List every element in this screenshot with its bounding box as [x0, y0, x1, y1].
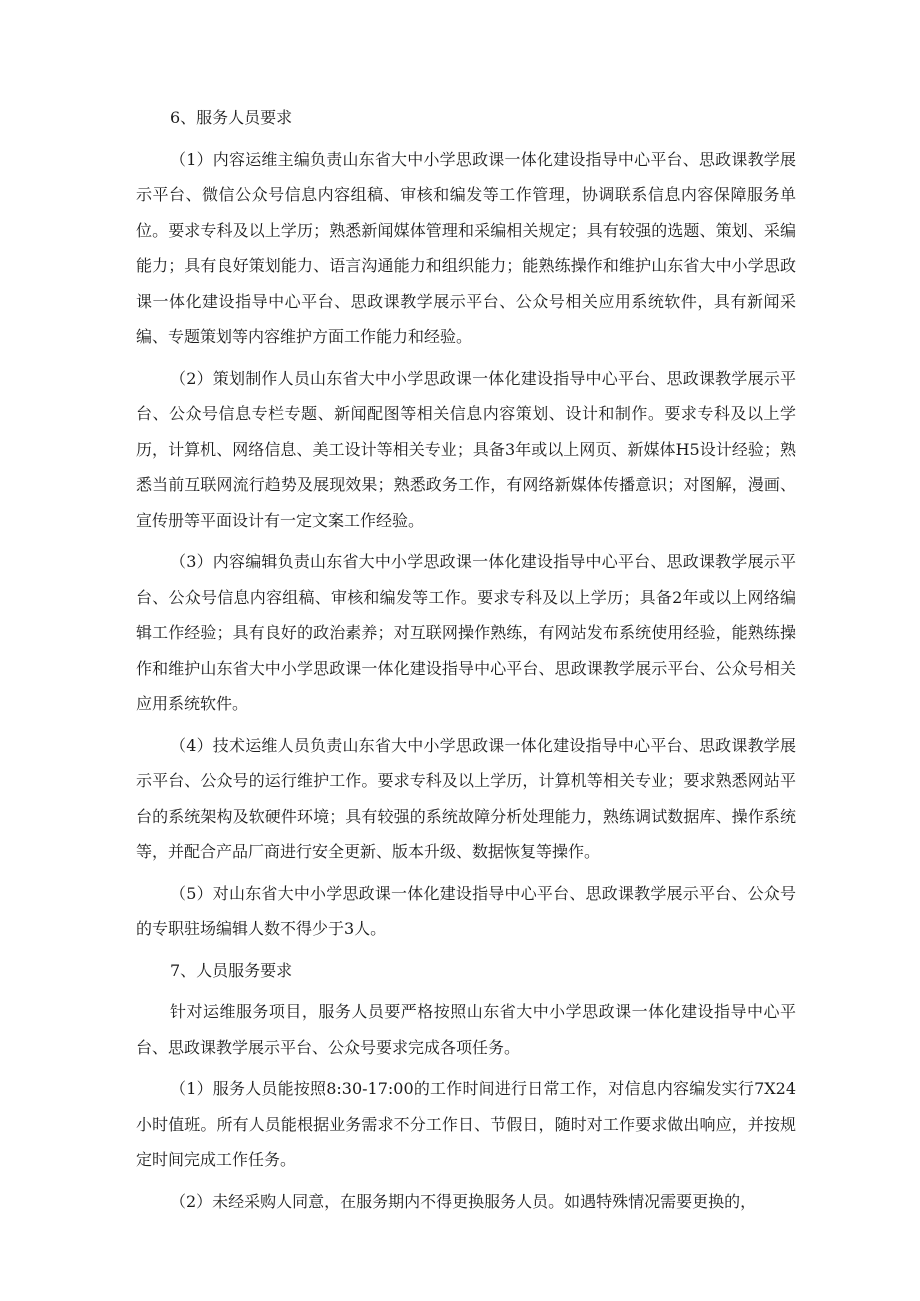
paragraph-item-1: （1）内容运维主编负责山东省大中小学思政课一体化建设指导中心平台、思政课教学展示平台、微信公众号信息内容组稿、审核和编发等工作管理，协调联系信息内容保障服务单位。要求专科及以上学历；熟悉新闻媒体管理和采编相关规定；具有较强的选题、策划、采编能力；具有良好策划能力、语言沟通能力和组织能力；能熟练操作和维护山东省大中小学思政课一体化建设指导中心平台、思政课教学展示平台、公众号相关应用系统软件，具有新闻采编、专题策划等内容维护方面工作能力和经验。: [136, 149, 796, 346]
paragraph-item-4: （4）技术运维人员负责山东省大中小学思政课一体化建设指导中心平台、思政课教学展示平台、公众号的运行维护工作。要求专科及以上学历，计算机等相关专业；要求熟悉网站平台的系统架构及软硬件环境；具有较强的系统故障分析处理能力，熟练调试数据库、操作系统等，并配合产品厂商进行安全更新、版本升级、数据恢复等操作。: [136, 735, 796, 861]
paragraph-service-1: （1）服务人员能按照8:30-17:00的工作时间进行日常工作，对信息内容编发实行7X24小时值班。所有人员能根据业务需求不分工作日、节假日，随时对工作要求做出响应，并按规定时间完成工作任务。: [136, 1079, 796, 1169]
paragraph-item-2: （2）策划制作人员山东省大中小学思政课一体化建设指导中心平台、思政课教学展示平台、公众号信息专栏专题、新闻配图等相关信息内容策划、设计和制作。要求专科及以上学历，计算机、网络信息、美工设计等相关专业；具备3年或以上网页、新媒体H5设计经验；熟悉当前互联网流行趋势及展现效果；熟悉政务工作，有网络新媒体传播意识；对图解，漫画、宣传册等平面设计有一定文案工作经验。: [136, 368, 796, 530]
section-heading-7: 7、人员服务要求: [170, 960, 293, 980]
document-body: [136, 100, 796, 1225]
paragraph-item-3: （3）内容编辑负责山东省大中小学思政课一体化建设指导中心平台、思政课教学展示平台、公众号信息内容组稿、审核和编发等工作。要求专科及以上学历；具备2年或以上网络编辑工作经验；具有良好的政治素养；对互联网操作熟练，有网站发布系统使用经验，能熟练操作和维护山东省大中小学思政课一体化建设指导中心平台、思政课教学展示平台、公众号相关应用系统软件。: [136, 552, 796, 713]
paragraph-service-2: （2）未经采购人同意，在服务期内不得更换服务人员。如遇特殊情况需要更换的，: [170, 1191, 757, 1211]
paragraph-intro: 针对运维服务项目，服务人员要严格按照山东省大中小学思政课一体化建设指导中心平台、思政课教学展示平台、公众号要求完成各项任务。: [136, 1002, 796, 1057]
section-heading-6: 6、服务人员要求: [170, 108, 293, 127]
paragraph-item-5: （5）对山东省大中小学思政课一体化建设指导中心平台、思政课教学展示平台、公众号的专职驻场编辑人数不得少于3人。: [136, 883, 796, 938]
